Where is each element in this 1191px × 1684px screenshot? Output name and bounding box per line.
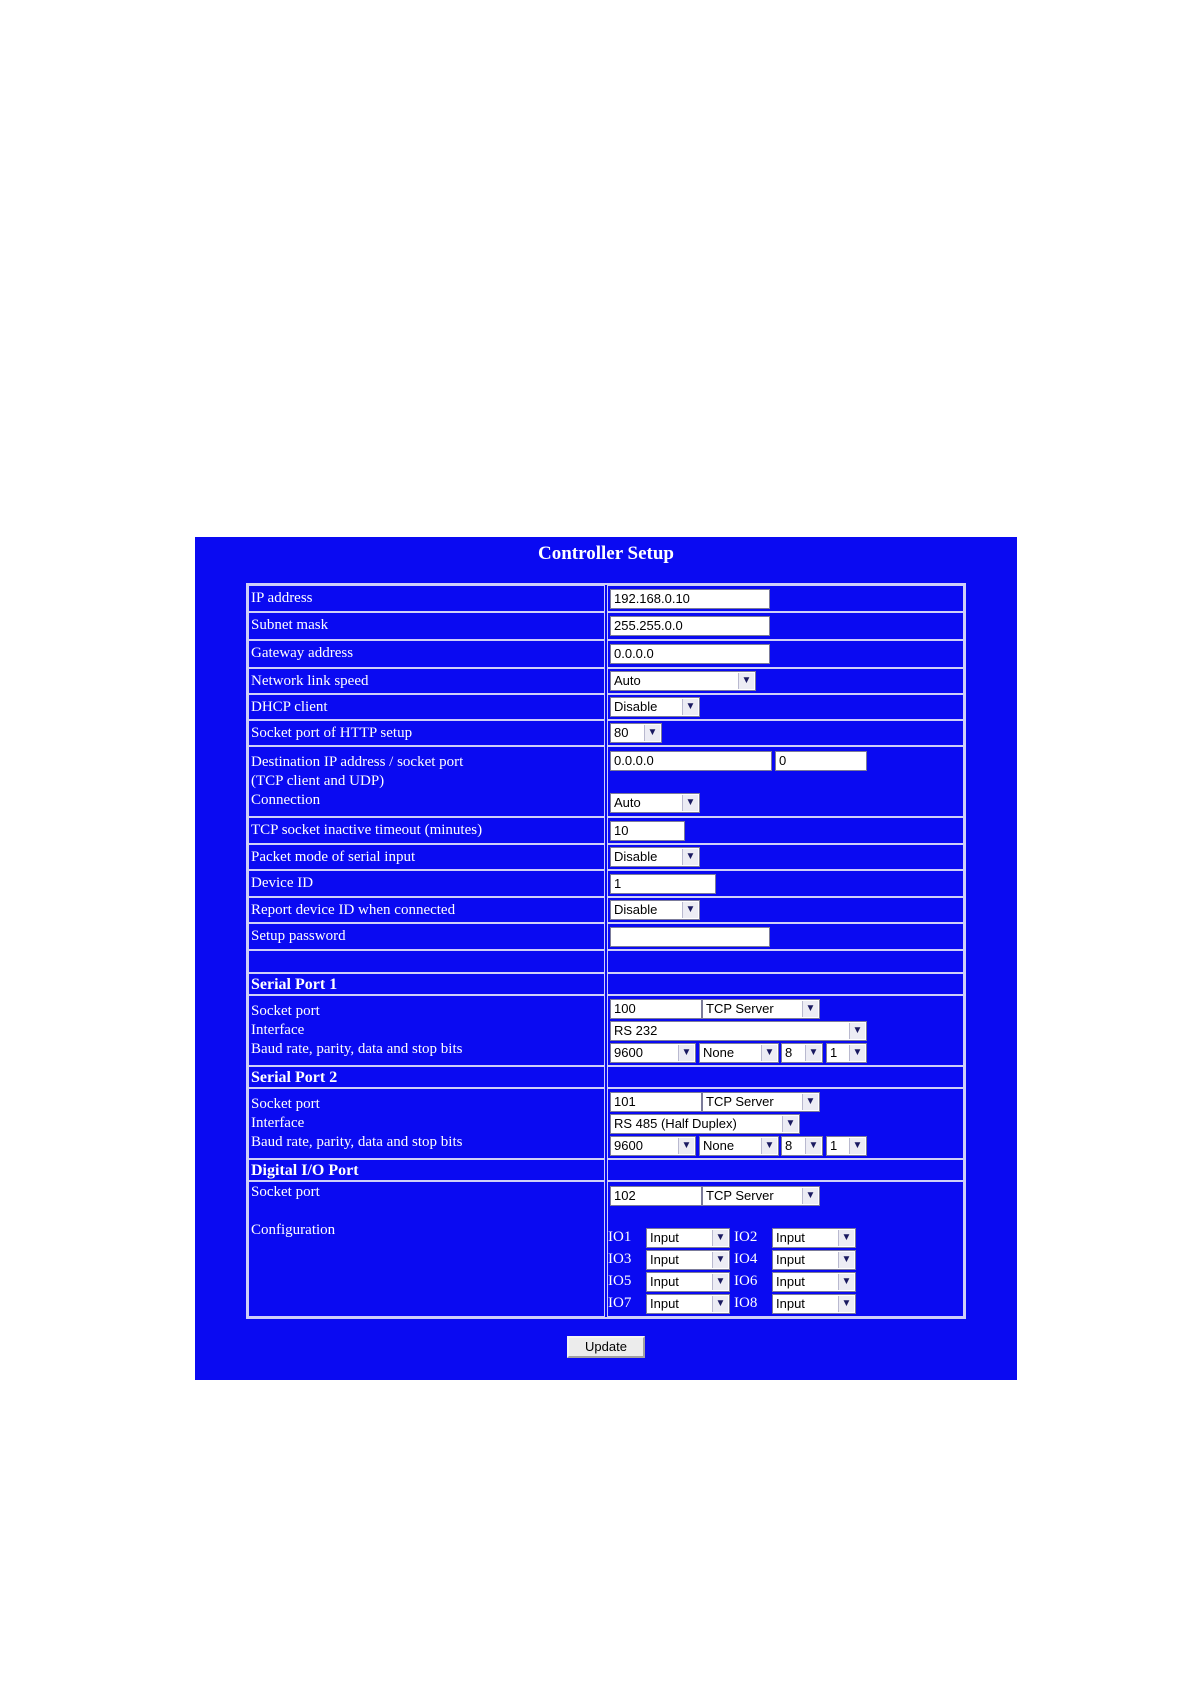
chevron-down-icon: ▼ [805,1045,821,1061]
dhcp-select[interactable]: Disable ▼ [610,697,700,717]
serial1-interface-label: Interface [251,1022,305,1038]
chevron-down-icon: ▼ [838,1274,854,1290]
io1-label: IO1 [608,1229,632,1245]
chevron-down-icon: ▼ [849,1138,865,1154]
packet-mode-select[interactable]: Disable ▼ [610,847,700,867]
timeout-label: TCP socket inactive timeout (minutes) [251,822,483,838]
chevron-down-icon: ▼ [761,1045,777,1061]
serial2-mode-select[interactable]: TCP Server ▼ [702,1092,820,1112]
io7-select[interactable]: Input ▼ [646,1294,730,1314]
serial-port-1-settings [248,995,964,1066]
chevron-down-icon: ▼ [712,1252,728,1268]
serial1-baud-label: Baud rate, parity, data and stop bits [251,1041,463,1057]
chevron-down-icon: ▼ [802,1001,818,1017]
serial2-baud-select[interactable]: 9600 ▼ [610,1136,696,1156]
http-port-select[interactable]: 80 ▼ [610,723,662,743]
row-device-id [248,870,964,897]
chevron-down-icon: ▼ [782,1116,798,1132]
serial-port-2-settings [248,1088,964,1159]
dio-mode-select[interactable]: TCP Server ▼ [702,1186,820,1206]
row-setup-password [248,923,964,950]
io4-select[interactable]: Input ▼ [772,1250,856,1270]
device-id-input[interactable]: 1 [610,874,716,894]
subnet-mask-label: Subnet mask [251,617,329,633]
controller-setup-panel [195,537,1017,1380]
serial2-socket-label: Socket port [251,1096,320,1112]
serial2-baud-label: Baud rate, parity, data and stop bits [251,1134,463,1150]
timeout-input[interactable]: 10 [610,821,685,841]
serial-port-2-header [248,1066,964,1088]
chevron-down-icon: ▼ [712,1296,728,1312]
link-speed-label: Network link speed [251,673,369,689]
serial-port-2-title: Serial Port 2 [251,1069,338,1086]
subnet-mask-input[interactable]: 255.255.0.0 [610,616,770,636]
update-button[interactable]: Update [567,1336,645,1358]
chevron-down-icon: ▼ [644,725,660,741]
serial2-socket-input[interactable]: 101 [610,1092,702,1112]
digital-io-header [248,1159,964,1181]
setup-password-label: Setup password [251,928,346,944]
device-id-label: Device ID [251,875,314,891]
chevron-down-icon: ▼ [802,1188,818,1204]
serial2-stop-bits-select[interactable]: 1 ▼ [826,1136,867,1156]
serial-port-1-title: Serial Port 1 [251,976,338,993]
row-timeout [248,817,964,844]
io8-select[interactable]: Input ▼ [772,1294,856,1314]
chevron-down-icon: ▼ [838,1230,854,1246]
chevron-down-icon: ▼ [738,673,754,689]
chevron-down-icon: ▼ [682,699,698,715]
serial1-stop-bits-select[interactable]: 1 ▼ [826,1043,867,1063]
destination-sublabel: (TCP client and UDP) [251,773,385,789]
settings-table [246,583,966,1319]
ip-address-label: IP address [251,590,313,606]
serial2-interface-label: Interface [251,1115,305,1131]
chevron-down-icon: ▼ [805,1138,821,1154]
destination-port-input[interactable]: 0 [775,751,867,771]
io6-select[interactable]: Input ▼ [772,1272,856,1292]
io2-select[interactable]: Input ▼ [772,1228,856,1248]
digital-io-title: Digital I/O Port [251,1162,359,1179]
row-ip-address [248,585,964,612]
io2-label: IO2 [734,1229,758,1245]
packet-mode-label: Packet mode of serial input [251,849,416,865]
chevron-down-icon: ▼ [678,1138,694,1154]
io5-label: IO5 [608,1273,632,1289]
report-device-id-select[interactable]: Disable ▼ [610,900,700,920]
io4-label: IO4 [734,1251,758,1267]
chevron-down-icon: ▼ [712,1230,728,1246]
dhcp-label: DHCP client [251,699,328,715]
io3-select[interactable]: Input ▼ [646,1250,730,1270]
gateway-label: Gateway address [251,645,354,661]
serial2-data-bits-select[interactable]: 8 ▼ [781,1136,823,1156]
dio-socket-input[interactable]: 102 [610,1186,702,1206]
io6-label: IO6 [734,1273,758,1289]
row-http-port [248,720,964,746]
serial1-socket-label: Socket port [251,1003,320,1019]
ip-address-input[interactable]: 192.168.0.10 [610,589,770,609]
chevron-down-icon: ▼ [712,1274,728,1290]
connection-label: Connection [251,792,321,808]
row-packet-mode [248,844,964,870]
serial1-data-bits-select[interactable]: 8 ▼ [781,1043,823,1063]
gateway-input[interactable]: 0.0.0.0 [610,644,770,664]
chevron-down-icon: ▼ [682,902,698,918]
row-gateway [248,640,964,668]
chevron-down-icon: ▼ [761,1138,777,1154]
row-report-device-id [248,897,964,923]
chevron-down-icon: ▼ [678,1045,694,1061]
serial-port-1-header [248,973,964,995]
row-destination [248,746,964,817]
dio-socket-label: Socket port [251,1184,320,1200]
setup-password-input[interactable] [610,927,770,947]
serial2-interface-select[interactable]: RS 485 (Half Duplex) ▼ [610,1114,800,1134]
connection-select[interactable]: Auto ▼ [610,793,700,813]
io5-select[interactable]: Input ▼ [646,1272,730,1292]
chevron-down-icon: ▼ [849,1045,865,1061]
page-title: Controller Setup [538,543,674,564]
chevron-down-icon: ▼ [838,1252,854,1268]
row-spacer [248,950,964,973]
chevron-down-icon: ▼ [838,1296,854,1312]
row-subnet-mask [248,612,964,640]
serial1-parity-select[interactable]: None ▼ [699,1043,779,1063]
report-device-id-label: Report device ID when connected [251,902,456,918]
serial2-parity-select[interactable]: None ▼ [699,1136,779,1156]
row-link-speed [248,668,964,694]
serial1-mode-select[interactable]: TCP Server ▼ [702,999,820,1019]
serial1-interface-select[interactable]: RS 232 ▼ [610,1021,867,1041]
row-dhcp [248,694,964,720]
io7-label: IO7 [608,1295,632,1311]
destination-ip-input[interactable]: 0.0.0.0 [610,751,772,771]
chevron-down-icon: ▼ [682,849,698,865]
serial1-baud-select[interactable]: 9600 ▼ [610,1043,696,1063]
io1-select[interactable]: Input ▼ [646,1228,730,1248]
chevron-down-icon: ▼ [682,795,698,811]
serial1-socket-input[interactable]: 100 [610,999,702,1019]
io8-label: IO8 [734,1295,758,1311]
http-port-label: Socket port of HTTP setup [251,725,413,741]
chevron-down-icon: ▼ [802,1094,818,1110]
io3-label: IO3 [608,1251,632,1267]
chevron-down-icon: ▼ [849,1023,865,1039]
dio-config-label: Configuration [251,1222,336,1238]
link-speed-select[interactable]: Auto ▼ [610,671,756,691]
destination-label: Destination IP address / socket port [251,754,464,770]
digital-io-settings [248,1181,964,1317]
